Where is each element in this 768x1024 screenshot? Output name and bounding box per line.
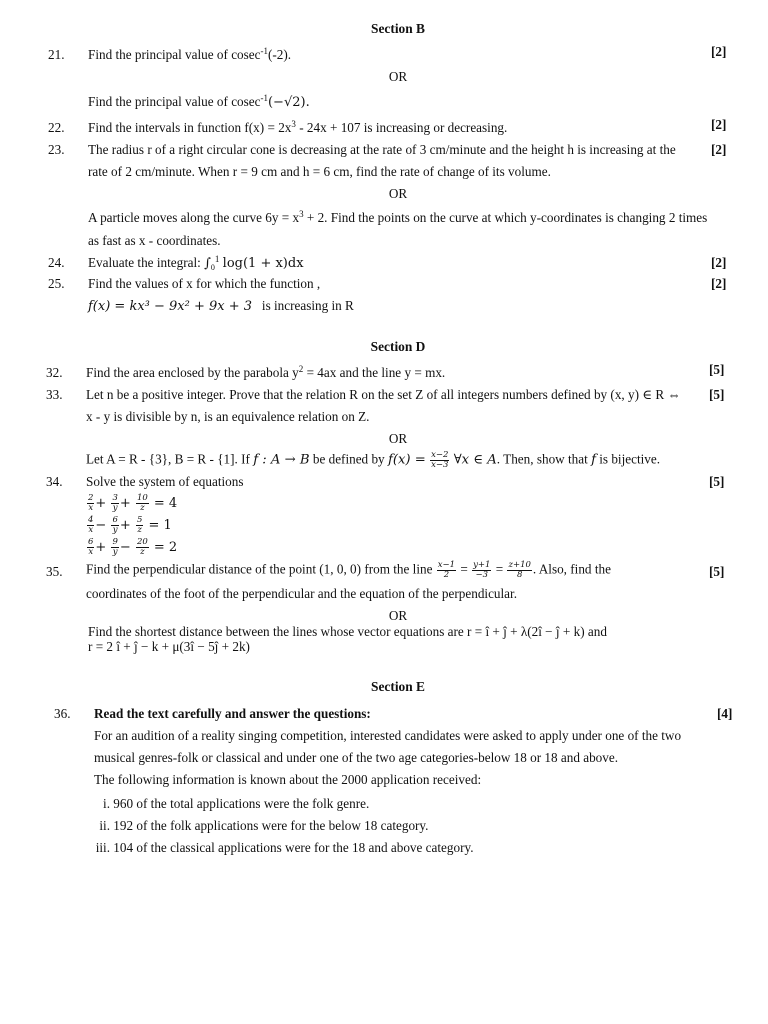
question-23-line-1: The radius r of a right circular cone is decreasing at the rate of 3 cm/minute and the height h is increasing at the <box>88 142 676 157</box>
case-paragraph-line-1: For an audition of a reality singing competition, interested candidates were asked to apply under one of the two <box>94 728 682 743</box>
question-32-text: Find the area enclosed by the parabola $y^2 = 4ax$ and the line y = mx. <box>86 364 446 380</box>
list-item: iii. 104 of the classical applications were for the 18 and above category. <box>95 840 474 855</box>
question-number: 35. <box>46 564 63 579</box>
question-35-line-2: coordinates of the foot of the perpendicular and the equation of the perpendicular. <box>86 586 517 601</box>
question-24-text: Evaluate the integral: $\int_0^1$ log(1 + x)dx <box>88 254 304 272</box>
question-number: 22. <box>48 120 65 135</box>
equation-1: $\frac{2}{x}$ + $\frac{3}{y}$ + $\frac{10}{z}$ = 4 <box>88 493 178 513</box>
question-25-function: f(x) = kx³ − 9x² + 9x + 3 is increasing in R <box>88 298 354 314</box>
list-item: ii. 192 of the folk applications were for the below 18 category. <box>99 818 429 833</box>
question-number: 33. <box>46 387 63 402</box>
section-b-title: Section B <box>371 21 425 36</box>
or-divider: OR <box>388 431 408 446</box>
question-35-line-1: Find the perpendicular distance of the point (1, 0, 0) from the line $\frac{x-1}{2}$ = $\frac{y+1}{-3}$ = $\frac{z+10}{8}$ . Also, find the <box>86 560 611 580</box>
question-number: 24. <box>48 255 65 270</box>
question-33-alt-text: Let A = R - {3}, B = R - {1]. If f : A → B be defined by f(x) = $\frac{x-2}{x-3}$ ∀x ∈ A. Then, show that f is bijective. <box>86 450 661 470</box>
section-d-title: Section D <box>370 339 426 354</box>
question-23-alt-line-2: as fast as x - coordinates. <box>88 233 221 248</box>
marks-badge: [5] <box>709 474 725 489</box>
question-23-line-2: rate of 2 cm/minute. When r = 9 cm and h = 6 cm, find the rate of change of its volume. <box>88 164 551 179</box>
question-25-text: Find the values of x for which the function , <box>88 276 321 291</box>
question-33-line-1: Let n be a positive integer. Prove that the relation R on the set Z of all integers numbers defined by (x, y) ∈ R ⇔ <box>86 387 681 402</box>
marks-badge: [2] <box>711 117 727 132</box>
question-number: 21. <box>48 47 65 62</box>
equation-3: $\frac{6}{x}$ + $\frac{9}{y}$ − $\frac{20}{z}$ = 2 <box>88 537 178 557</box>
marks-badge: [2] <box>711 255 727 270</box>
or-divider: OR <box>388 608 408 623</box>
or-divider: OR <box>388 69 408 84</box>
question-number: 25. <box>48 276 65 291</box>
question-21-text: Find the principal value of cosec$^{-1}$(-2). <box>88 46 292 62</box>
list-item: i. 960 of the total applications were the folk genre. <box>103 796 370 811</box>
question-36-heading: Read the text carefully and answer the questions: <box>94 706 371 721</box>
marks-badge: [2] <box>711 44 727 59</box>
section-e-title: Section E <box>371 679 425 694</box>
marks-badge: [2] <box>711 142 727 157</box>
question-23-alt-line-1: A particle moves along the curve $6y = x^3 + 2$. Find the points on the curve at which y-coordinates is changing 2 times <box>88 209 708 225</box>
fraction: $\frac{x-2}{x-3}$ <box>431 450 449 470</box>
question-number: 32. <box>46 365 63 380</box>
question-21-alt-text: Find the principal value of cosec$^{-1}$(−√2). <box>88 93 310 110</box>
marks-badge: [5] <box>709 564 725 579</box>
marks-badge: [5] <box>709 362 725 377</box>
question-number: 36. <box>54 706 71 721</box>
question-22-text: Find the intervals in function $f(x) = 2x^3 - 24x + 107$ is increasing or decreasing. <box>88 119 508 135</box>
question-34-text: Solve the system of equations <box>86 474 244 489</box>
equation-2: $\frac{4}{x}$ − $\frac{6}{y}$ + $\frac{5}{z}$ = 1 <box>88 515 172 535</box>
question-33-line-2: x - y is divisible by n, is an equivalence relation on Z. <box>86 409 370 424</box>
marks-badge: [2] <box>711 276 727 291</box>
marks-badge: [5] <box>709 387 725 402</box>
question-number: 34. <box>46 474 63 489</box>
question-35-alt-line-1: Find the shortest distance between the lines whose vector equations are r = î + ĵ + λ(2î − ĵ + k) and <box>88 624 607 639</box>
case-paragraph-line-3: The following information is known about the 2000 application received: <box>94 772 482 787</box>
marks-badge: [4] <box>717 706 733 721</box>
case-paragraph-line-2: musical genres-folk or classical and under one of the two age categories-below 18 or 18 and above. <box>94 750 619 765</box>
question-35-alt-line-2: r = 2 î + ĵ − k + μ(3î − 5ĵ + 2k) <box>88 639 250 654</box>
question-number: 23. <box>48 142 65 157</box>
or-divider: OR <box>388 186 408 201</box>
